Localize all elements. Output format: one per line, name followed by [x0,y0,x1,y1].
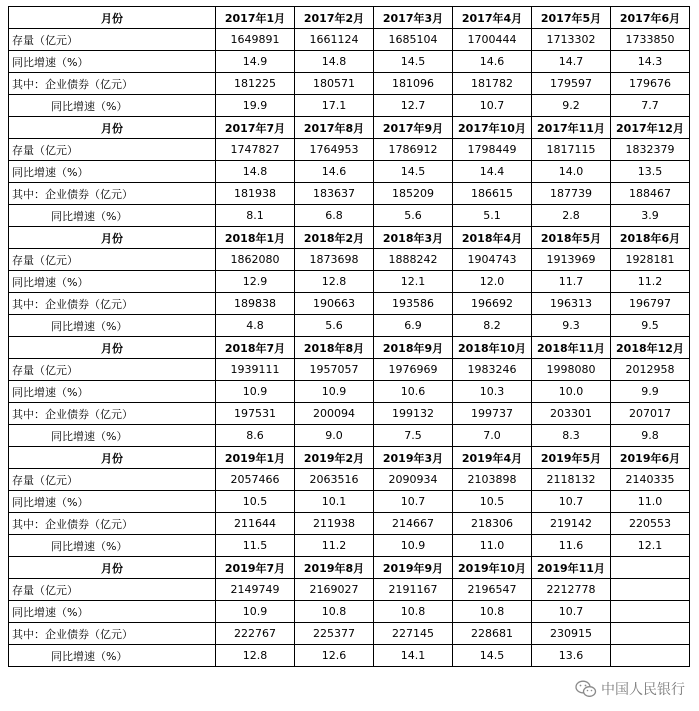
value-cell: 8.2 [453,315,532,337]
value-cell: 2140335 [611,469,690,491]
month-header-cell: 2017年8月 [295,117,374,139]
value-cell: 10.5 [216,491,295,513]
row-label: 存量（亿元） [9,29,216,51]
value-cell: 1700444 [453,29,532,51]
month-header-cell: 2017年11月 [532,117,611,139]
value-cell: 11.0 [611,491,690,513]
month-header-cell: 2018年5月 [532,227,611,249]
row-label: 同比增速（%） [9,535,216,557]
row-label: 存量（亿元） [9,139,216,161]
value-cell: 1649891 [216,29,295,51]
value-cell: 203301 [532,403,611,425]
value-cell: 196313 [532,293,611,315]
value-cell: 12.8 [295,271,374,293]
month-header-cell: 2017年4月 [453,7,532,29]
value-cell: 10.9 [216,381,295,403]
month-header-cell: 2018年3月 [374,227,453,249]
value-cell: 14.5 [453,645,532,667]
value-cell: 228681 [453,623,532,645]
row-label: 同比增速（%） [9,425,216,447]
month-header-cell: 2019年6月 [611,447,690,469]
month-header-cell: 2019年2月 [295,447,374,469]
value-cell: 8.6 [216,425,295,447]
month-header-cell [611,557,690,579]
value-cell: 8.1 [216,205,295,227]
month-header-cell: 2018年12月 [611,337,690,359]
month-header-cell: 2019年9月 [374,557,453,579]
value-cell: 10.1 [295,491,374,513]
value-cell: 222767 [216,623,295,645]
month-header-cell: 2017年5月 [532,7,611,29]
month-header-row [9,557,690,579]
month-header-row [9,447,690,469]
value-cell: 9.3 [532,315,611,337]
value-cell: 14.0 [532,161,611,183]
value-cell: 1832379 [611,139,690,161]
row-label: 其中：企业债券（亿元） [9,623,216,645]
value-cell: 211938 [295,513,374,535]
table-row [9,601,690,623]
value-cell: 183637 [295,183,374,205]
row-label: 同比增速（%） [9,491,216,513]
table-row [9,249,690,271]
month-header-cell: 2019年3月 [374,447,453,469]
month-header-cell: 2017年3月 [374,7,453,29]
value-cell: 1957057 [295,359,374,381]
row-label: 同比增速（%） [9,381,216,403]
value-cell: 181938 [216,183,295,205]
month-header-cell: 2019年8月 [295,557,374,579]
row-label: 同比增速（%） [9,601,216,623]
value-cell: 1983246 [453,359,532,381]
table-row [9,535,690,557]
value-cell: 211644 [216,513,295,535]
value-cell: 9.0 [295,425,374,447]
value-cell: 11.0 [453,535,532,557]
value-cell: 2063516 [295,469,374,491]
month-header-cell: 2018年8月 [295,337,374,359]
table-row [9,315,690,337]
value-cell: 10.7 [532,601,611,623]
month-column-label: 月份 [9,117,216,139]
month-header-cell: 2019年10月 [453,557,532,579]
table-row [9,183,690,205]
value-cell: 9.8 [611,425,690,447]
value-cell: 14.4 [453,161,532,183]
value-cell: 10.7 [532,491,611,513]
value-cell: 10.5 [453,491,532,513]
value-cell: 12.8 [216,645,295,667]
value-cell: 1747827 [216,139,295,161]
month-header-cell: 2019年4月 [453,447,532,469]
value-cell [611,623,690,645]
value-cell: 12.1 [611,535,690,557]
value-cell: 7.0 [453,425,532,447]
value-cell [611,601,690,623]
value-cell: 9.5 [611,315,690,337]
value-cell: 5.1 [453,205,532,227]
value-cell: 10.8 [453,601,532,623]
value-cell: 179676 [611,73,690,95]
value-cell: 11.6 [532,535,611,557]
value-cell: 6.8 [295,205,374,227]
value-cell: 12.1 [374,271,453,293]
value-cell: 225377 [295,623,374,645]
watermark-text: 中国人民银行 [601,682,685,698]
value-cell: 1928181 [611,249,690,271]
value-cell: 9.2 [532,95,611,117]
value-cell: 2012958 [611,359,690,381]
table-row [9,95,690,117]
value-cell: 179597 [532,73,611,95]
value-cell [611,579,690,601]
value-cell: 10.8 [295,601,374,623]
value-cell: 218306 [453,513,532,535]
value-cell: 197531 [216,403,295,425]
bond-stock-table [8,6,690,667]
value-cell: 14.9 [216,51,295,73]
value-cell: 230915 [532,623,611,645]
month-header-row [9,227,690,249]
table-row [9,139,690,161]
month-header-row [9,337,690,359]
value-cell: 14.6 [295,161,374,183]
value-cell: 5.6 [295,315,374,337]
value-cell: 1939111 [216,359,295,381]
value-cell: 7.7 [611,95,690,117]
row-label: 同比增速（%） [9,205,216,227]
value-cell: 181096 [374,73,453,95]
value-cell: 1713302 [532,29,611,51]
table-row [9,425,690,447]
value-cell: 6.9 [374,315,453,337]
month-header-cell: 2018年11月 [532,337,611,359]
value-cell: 17.1 [295,95,374,117]
value-cell: 12.9 [216,271,295,293]
value-cell: 14.5 [374,161,453,183]
value-cell: 187739 [532,183,611,205]
value-cell: 19.9 [216,95,295,117]
table-row [9,29,690,51]
row-label: 其中：企业债券（亿元） [9,183,216,205]
value-cell: 1873698 [295,249,374,271]
month-header-cell: 2018年2月 [295,227,374,249]
table-row [9,491,690,513]
value-cell: 1888242 [374,249,453,271]
value-cell: 14.5 [374,51,453,73]
month-header-cell: 2017年10月 [453,117,532,139]
month-column-label: 月份 [9,227,216,249]
month-header-cell: 2017年2月 [295,7,374,29]
month-column-label: 月份 [9,447,216,469]
value-cell: 2118132 [532,469,611,491]
table-row [9,293,690,315]
value-cell: 12.7 [374,95,453,117]
month-column-label: 月份 [9,557,216,579]
value-cell: 2.8 [532,205,611,227]
table-row [9,403,690,425]
value-cell: 10.9 [374,535,453,557]
value-cell: 1733850 [611,29,690,51]
row-label: 同比增速（%） [9,95,216,117]
row-label: 同比增速（%） [9,271,216,293]
value-cell: 11.5 [216,535,295,557]
value-cell: 190663 [295,293,374,315]
value-cell: 10.9 [295,381,374,403]
value-cell: 2196547 [453,579,532,601]
row-label: 同比增速（%） [9,51,216,73]
value-cell: 13.5 [611,161,690,183]
value-cell: 199737 [453,403,532,425]
table-row [9,51,690,73]
value-cell: 11.2 [295,535,374,557]
row-label: 存量（亿元） [9,469,216,491]
month-header-cell: 2019年11月 [532,557,611,579]
value-cell: 14.6 [453,51,532,73]
month-header-cell: 2019年5月 [532,447,611,469]
value-cell: 13.6 [532,645,611,667]
value-cell: 2103898 [453,469,532,491]
value-cell: 1798449 [453,139,532,161]
month-column-label: 月份 [9,7,216,29]
month-header-cell: 2017年6月 [611,7,690,29]
value-cell: 1685104 [374,29,453,51]
month-header-cell: 2018年6月 [611,227,690,249]
table-row [9,271,690,293]
value-cell: 1998080 [532,359,611,381]
value-cell: 2090934 [374,469,453,491]
value-cell: 1786912 [374,139,453,161]
value-cell: 11.2 [611,271,690,293]
table-row [9,513,690,535]
row-label: 其中：企业债券（亿元） [9,403,216,425]
row-label: 同比增速（%） [9,645,216,667]
value-cell: 1764953 [295,139,374,161]
row-label: 其中：企业债券（亿元） [9,293,216,315]
value-cell: 186615 [453,183,532,205]
value-cell: 11.7 [532,271,611,293]
value-cell: 2149749 [216,579,295,601]
table-row [9,381,690,403]
value-cell: 1976969 [374,359,453,381]
value-cell: 12.0 [453,271,532,293]
value-cell: 2191167 [374,579,453,601]
table-row [9,73,690,95]
value-cell: 2212778 [532,579,611,601]
value-cell: 2169027 [295,579,374,601]
value-cell: 219142 [532,513,611,535]
value-cell: 1661124 [295,29,374,51]
value-cell: 14.8 [295,51,374,73]
value-cell: 7.5 [374,425,453,447]
value-cell: 10.7 [453,95,532,117]
value-cell: 227145 [374,623,453,645]
value-cell: 207017 [611,403,690,425]
row-label: 同比增速（%） [9,161,216,183]
month-header-cell: 2018年1月 [216,227,295,249]
month-header-cell: 2017年1月 [216,7,295,29]
month-header-cell: 2017年7月 [216,117,295,139]
month-header-cell: 2018年10月 [453,337,532,359]
value-cell: 10.6 [374,381,453,403]
month-header-cell: 2018年9月 [374,337,453,359]
value-cell: 4.8 [216,315,295,337]
value-cell: 2057466 [216,469,295,491]
value-cell: 199132 [374,403,453,425]
table-row [9,645,690,667]
value-cell: 10.3 [453,381,532,403]
month-header-cell: 2019年7月 [216,557,295,579]
month-column-label: 月份 [9,337,216,359]
row-label: 存量（亿元） [9,359,216,381]
row-label: 存量（亿元） [9,249,216,271]
value-cell: 10.0 [532,381,611,403]
value-cell: 5.6 [374,205,453,227]
month-header-cell: 2017年12月 [611,117,690,139]
value-cell: 214667 [374,513,453,535]
table-row [9,469,690,491]
table-row [9,579,690,601]
value-cell: 14.7 [532,51,611,73]
month-header-row [9,117,690,139]
value-cell: 196692 [453,293,532,315]
value-cell: 188467 [611,183,690,205]
table-row [9,623,690,645]
table-row [9,161,690,183]
month-header-cell: 2017年9月 [374,117,453,139]
value-cell: 1913969 [532,249,611,271]
row-label: 存量（亿元） [9,579,216,601]
row-label: 其中：企业债券（亿元） [9,513,216,535]
month-header-cell: 2019年1月 [216,447,295,469]
value-cell: 14.3 [611,51,690,73]
value-cell [611,645,690,667]
value-cell: 1862080 [216,249,295,271]
value-cell: 10.7 [374,491,453,513]
table-row [9,359,690,381]
value-cell: 9.9 [611,381,690,403]
table-row [9,205,690,227]
value-cell: 193586 [374,293,453,315]
value-cell: 1817115 [532,139,611,161]
value-cell: 8.3 [532,425,611,447]
value-cell: 189838 [216,293,295,315]
month-header-cell: 2018年7月 [216,337,295,359]
month-header-cell: 2018年4月 [453,227,532,249]
value-cell: 181225 [216,73,295,95]
month-header-row [9,7,690,29]
value-cell: 1904743 [453,249,532,271]
value-cell: 181782 [453,73,532,95]
value-cell: 14.1 [374,645,453,667]
value-cell: 3.9 [611,205,690,227]
value-cell: 10.8 [374,601,453,623]
value-cell: 12.6 [295,645,374,667]
wechat-icon [575,680,597,698]
value-cell: 14.8 [216,161,295,183]
watermark [575,679,685,699]
value-cell: 220553 [611,513,690,535]
value-cell: 180571 [295,73,374,95]
row-label: 同比增速（%） [9,315,216,337]
value-cell: 10.9 [216,601,295,623]
value-cell: 196797 [611,293,690,315]
value-cell: 185209 [374,183,453,205]
value-cell: 200094 [295,403,374,425]
row-label: 其中：企业债券（亿元） [9,73,216,95]
